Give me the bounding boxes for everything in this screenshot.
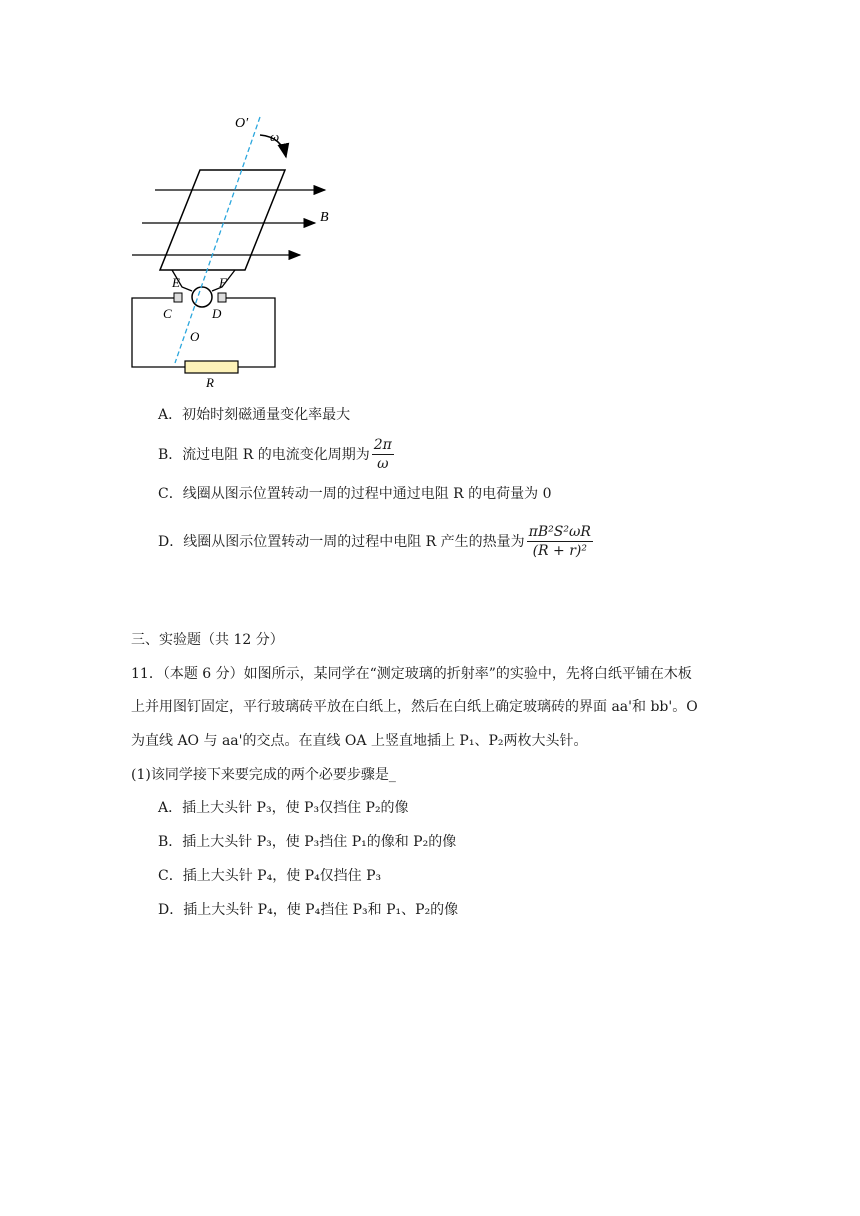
fraction-denominator: ω xyxy=(377,456,389,472)
brush-c xyxy=(174,293,182,302)
circuit-wire xyxy=(226,298,275,367)
resistor xyxy=(185,361,238,373)
label-c: C xyxy=(163,306,172,321)
q10-option-b-text: B．流过电阻 R 的电流变化周期为 xyxy=(158,446,370,463)
label-o: O xyxy=(190,329,200,344)
rotation-axis xyxy=(175,117,260,363)
fraction-numerator: 2π xyxy=(373,437,392,453)
period-fraction xyxy=(372,436,394,473)
brush-d xyxy=(218,293,226,302)
label-r: R xyxy=(206,375,214,390)
q11-line-2: 上并用图钉固定，平行玻璃砖平放在白纸上，然后在白纸上确定玻璃砖的界面 aa'和 bb'。O xyxy=(131,699,698,715)
q10-option-c: C．线圈从图示位置转动一周的过程中通过电阻 R 的电荷量为 0 xyxy=(158,486,552,502)
q11-option-b: B．插上大头针 P₃，使 P₃挡住 P₁的像和 P₂的像 xyxy=(158,834,457,850)
q10-option-d xyxy=(158,523,593,560)
section-title: 三、实验题（共 12 分） xyxy=(131,632,284,648)
label-b: B xyxy=(320,210,329,225)
generator-figure xyxy=(120,105,350,390)
q10-option-a: A．初始时刻磁通量变化率最大 xyxy=(158,407,351,423)
q11-option-a: A．插上大头针 P₃，使 P₃仅挡住 P₂的像 xyxy=(158,800,409,816)
heat-fraction xyxy=(527,523,593,560)
q11-line-3: 为直线 AO 与 aa'的交点。在直线 OA 上竖直地插上 P₁、P₂两枚大头针。 xyxy=(131,733,588,749)
circuit-wire xyxy=(132,298,185,367)
q11-subquestion-1: (1)该同学接下来要完成的两个必要步骤是_ xyxy=(131,767,396,783)
label-e: E xyxy=(172,275,180,290)
q11-option-d: D．插上大头针 P₄，使 P₄挡住 P₃和 P₁、P₂的像 xyxy=(158,902,459,918)
q10-option-d-text: D．线圈从图示位置转动一周的过程中电阻 R 产生的热量为 xyxy=(158,533,525,550)
slip-ring xyxy=(192,287,212,307)
label-omega: ω xyxy=(270,129,280,144)
fraction-denominator: (R + r)² xyxy=(532,543,587,559)
q11-line-1: 11．（本题 6 分）如图所示，某同学在“测定玻璃的折射率”的实验中，先将白纸平铺在木板 xyxy=(131,666,692,682)
label-o-prime: O′ xyxy=(235,116,249,131)
label-d: D xyxy=(212,306,222,321)
q10-option-b xyxy=(158,436,394,473)
q11-option-c: C．插上大头针 P₄，使 P₄仅挡住 P₃ xyxy=(158,868,382,884)
fraction-numerator: πB²S²ωR xyxy=(528,524,591,540)
label-f: F xyxy=(219,275,227,290)
